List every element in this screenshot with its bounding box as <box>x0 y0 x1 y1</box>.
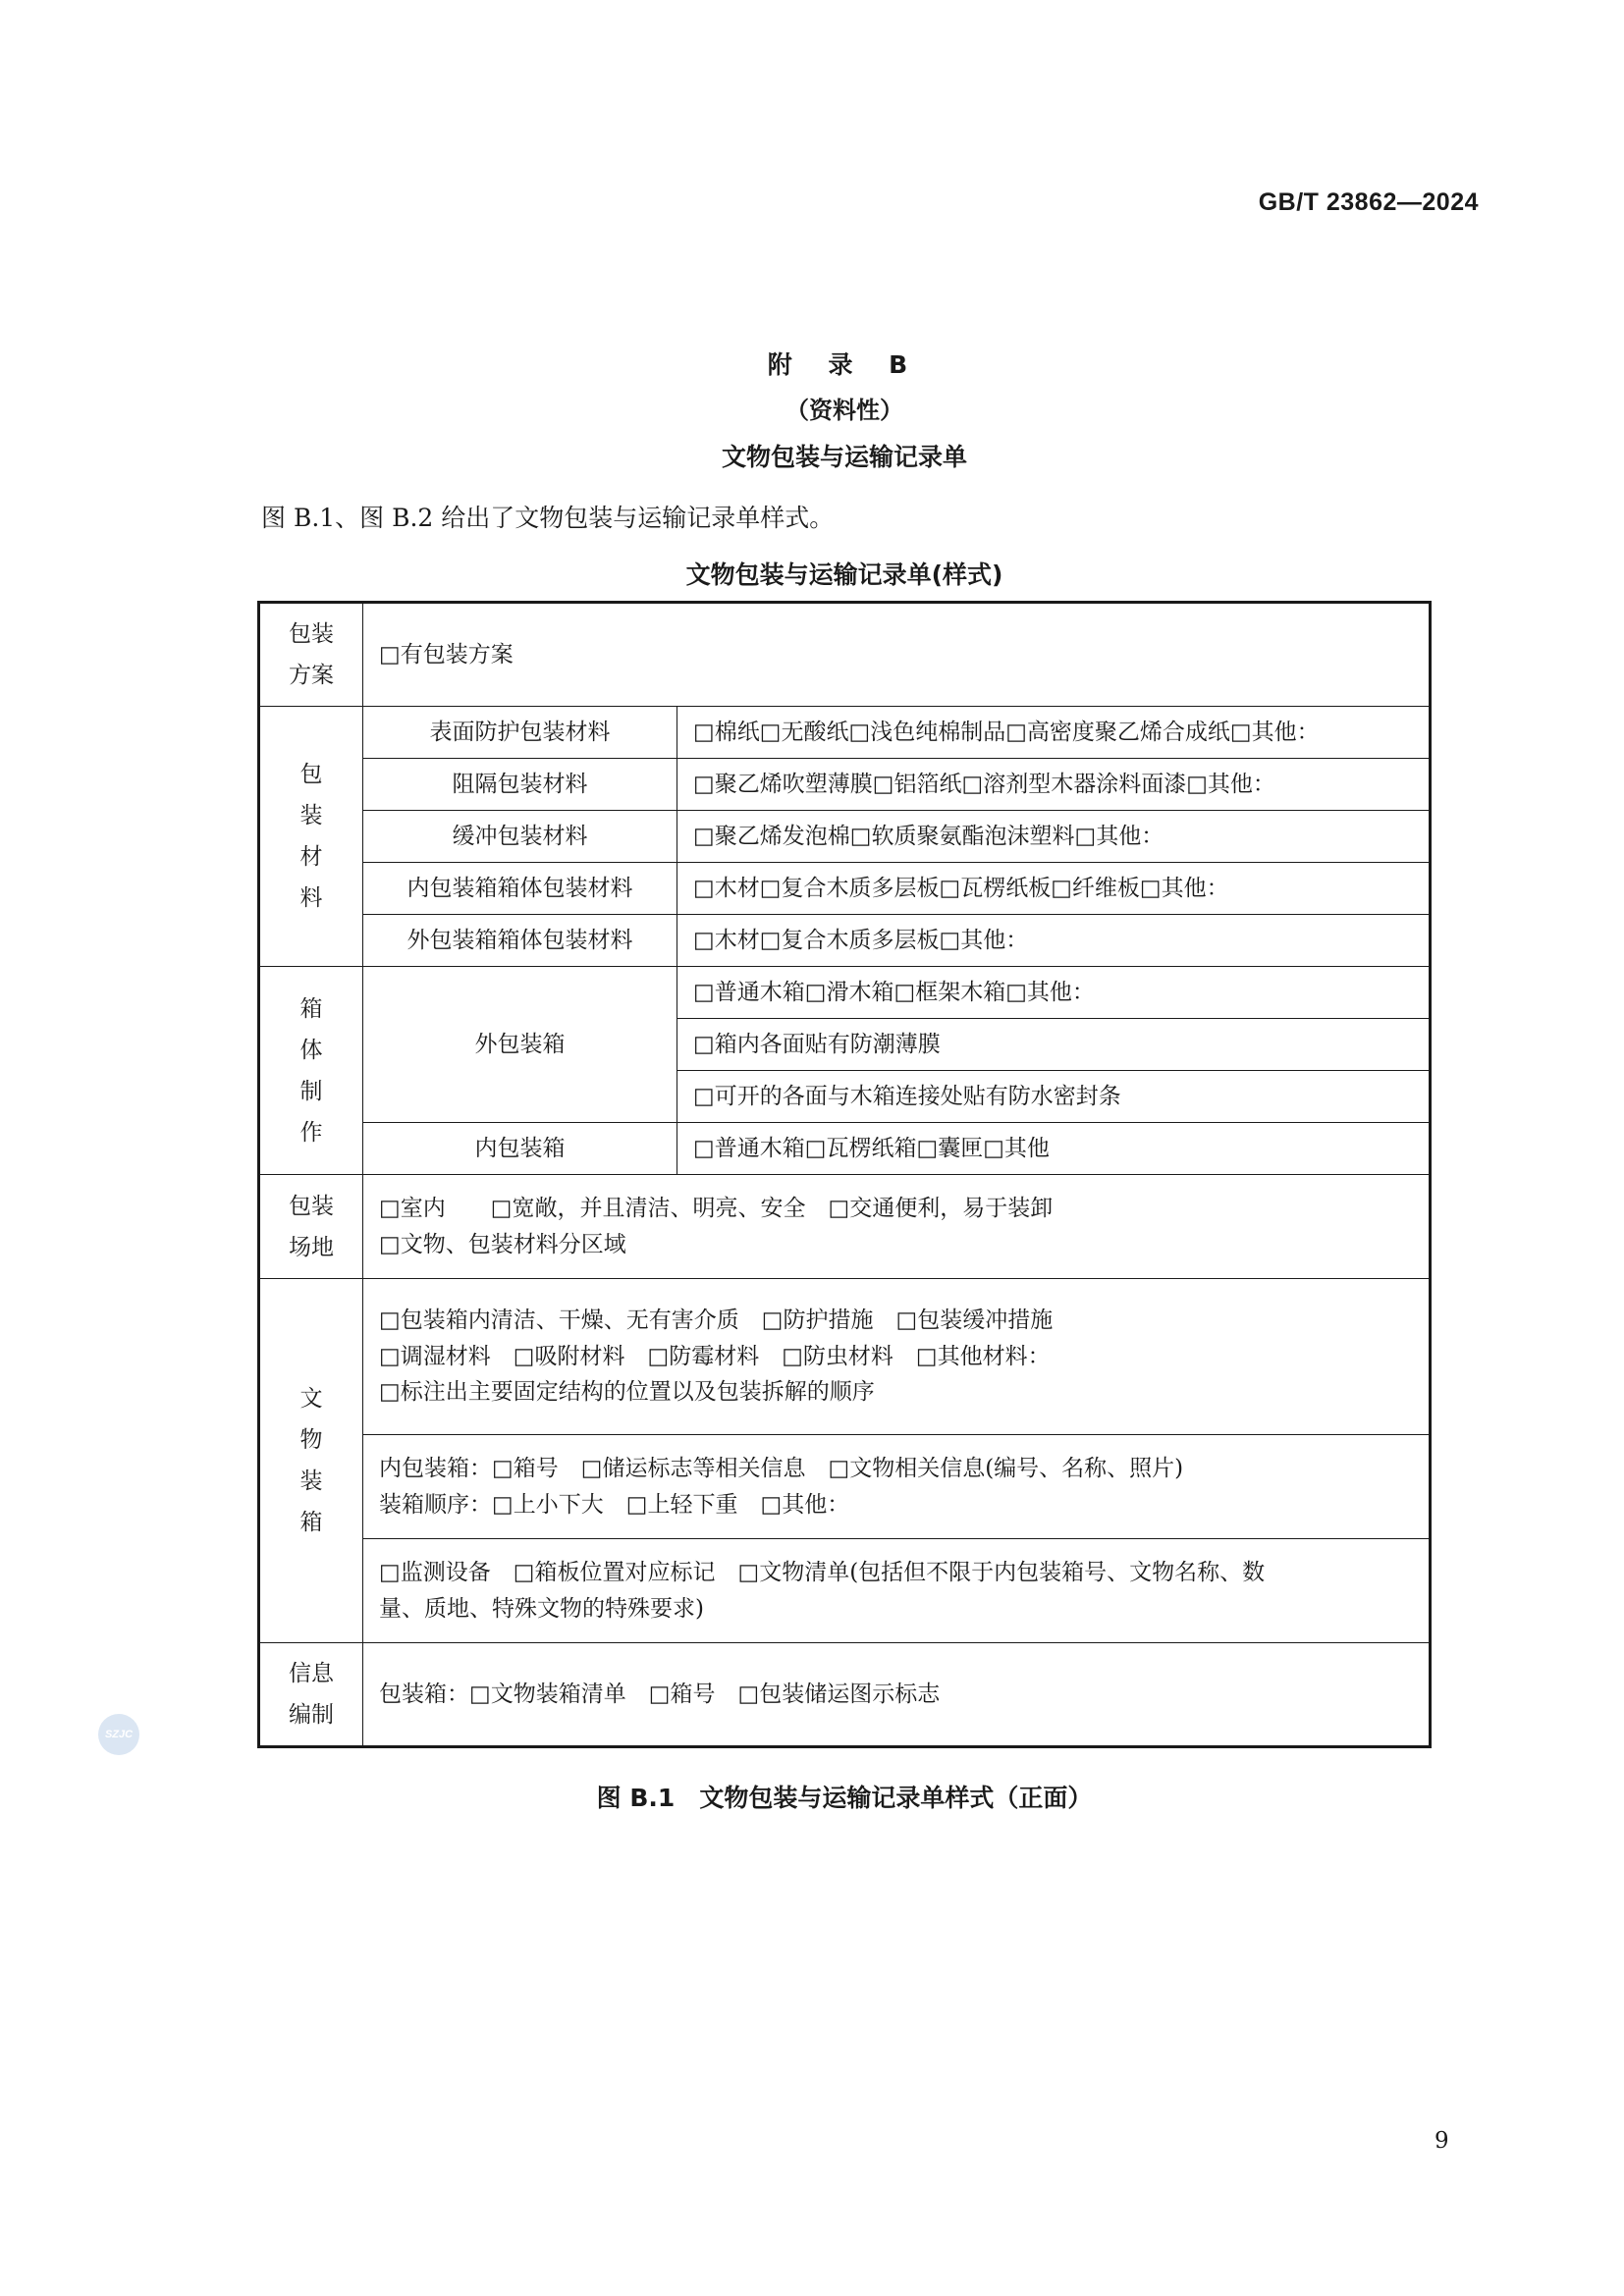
row-packing-site <box>259 1175 1431 1279</box>
standard-number: GB/T 23862—2024 <box>1258 188 1479 216</box>
record-form-table <box>257 601 1432 1748</box>
row-material <box>259 915 1431 967</box>
figure-caption: 图 B.1 文物包装与运输记录单样式（正面） <box>596 1784 1093 1812</box>
form-title: 文物包装与运输记录单(样式) <box>685 561 1003 589</box>
packing-conditions: □包装箱内清洁、干燥、无有害介质 □防护措施 □包装缓冲措施 □调湿材料 □吸附材料 □防霉材料 □防虫材料 □其他材料： □标注出主要固定结构的位置以及包装拆解的顺序 <box>363 1279 1431 1435</box>
label-relic-packing: 文 物 装 箱 <box>259 1279 363 1643</box>
info-compilation-options: 包装箱：□文物装箱清单 □箱号 □包装储运图示标志 <box>363 1643 1431 1747</box>
inner-box-info: 内包装箱：□箱号 □储运标志等相关信息 □文物相关信息(编号、名称、照片) 装箱顺序：□上小下大 □上轻下重 □其他： <box>363 1435 1431 1539</box>
outer-box-name: 外包装箱 <box>363 967 677 1123</box>
annex-nature: （资料性） <box>785 397 903 424</box>
row-outer-box <box>259 967 1431 1019</box>
annex-title: 文物包装与运输记录单 <box>721 443 967 471</box>
material-options: □聚乙烯发泡棉□软质聚氨酯泡沫塑料□其他： <box>677 811 1431 863</box>
packing-plan-value: □有包装方案 <box>363 603 1431 707</box>
label-packing-plan: 包装 方案 <box>259 603 363 707</box>
material-name: 缓冲包装材料 <box>363 811 677 863</box>
outer-box-option: □箱内各面贴有防潮薄膜 <box>677 1019 1431 1071</box>
inner-box-options: □普通木箱□瓦楞纸箱□囊匣□其他 <box>677 1123 1431 1175</box>
intro-paragraph: 图 B.1、图 B.2 给出了文物包装与运输记录单样式。 <box>261 504 835 532</box>
row-material <box>259 707 1431 759</box>
row-info-compilation <box>259 1643 1431 1747</box>
monitoring-items: □监测设备 □箱板位置对应标记 □文物清单(包括但不限于内包装箱号、文物名称、数 量、质地、特殊文物的特殊要求) <box>363 1539 1431 1643</box>
material-options: □聚乙烯吹塑薄膜□铝箔纸□溶剂型木器涂料面漆□其他： <box>677 759 1431 811</box>
page-number: 9 <box>1435 2128 1449 2154</box>
row-material <box>259 811 1431 863</box>
packing-site-options: □室内 □宽敞，并且清洁、明亮、安全 □交通便利，易于装卸 □文物、包装材料分区域 <box>363 1175 1431 1279</box>
inner-box-name: 内包装箱 <box>363 1123 677 1175</box>
annex-label: 附 录 B <box>767 350 922 379</box>
row-material <box>259 863 1431 915</box>
outer-box-option: □可开的各面与木箱连接处贴有防水密封条 <box>677 1071 1431 1123</box>
material-options: □木材□复合木质多层板□其他： <box>677 915 1431 967</box>
row-packing-block <box>259 1279 1431 1435</box>
material-options: □棉纸□无酸纸□浅色纯棉制品□高密度聚乙烯合成纸□其他： <box>677 707 1431 759</box>
material-name: 外包装箱箱体包装材料 <box>363 915 677 967</box>
material-name: 阻隔包装材料 <box>363 759 677 811</box>
row-packing-block <box>259 1435 1431 1539</box>
outer-box-option: □普通木箱□滑木箱□框架木箱□其他： <box>677 967 1431 1019</box>
material-name: 内包装箱箱体包装材料 <box>363 863 677 915</box>
row-packing-block <box>259 1539 1431 1643</box>
label-packing-site: 包装 场地 <box>259 1175 363 1279</box>
label-info-compilation: 信息 编制 <box>259 1643 363 1747</box>
label-box-making: 箱 体 制 作 <box>259 967 363 1175</box>
label-packing-materials: 包 装 材 料 <box>259 707 363 967</box>
material-name: 表面防护包装材料 <box>363 707 677 759</box>
row-packing-plan <box>259 603 1431 707</box>
material-options: □木材□复合木质多层板□瓦楞纸板□纤维板□其他： <box>677 863 1431 915</box>
watermark-logo: SZJC <box>98 1714 139 1755</box>
row-inner-box <box>259 1123 1431 1175</box>
row-material <box>259 759 1431 811</box>
